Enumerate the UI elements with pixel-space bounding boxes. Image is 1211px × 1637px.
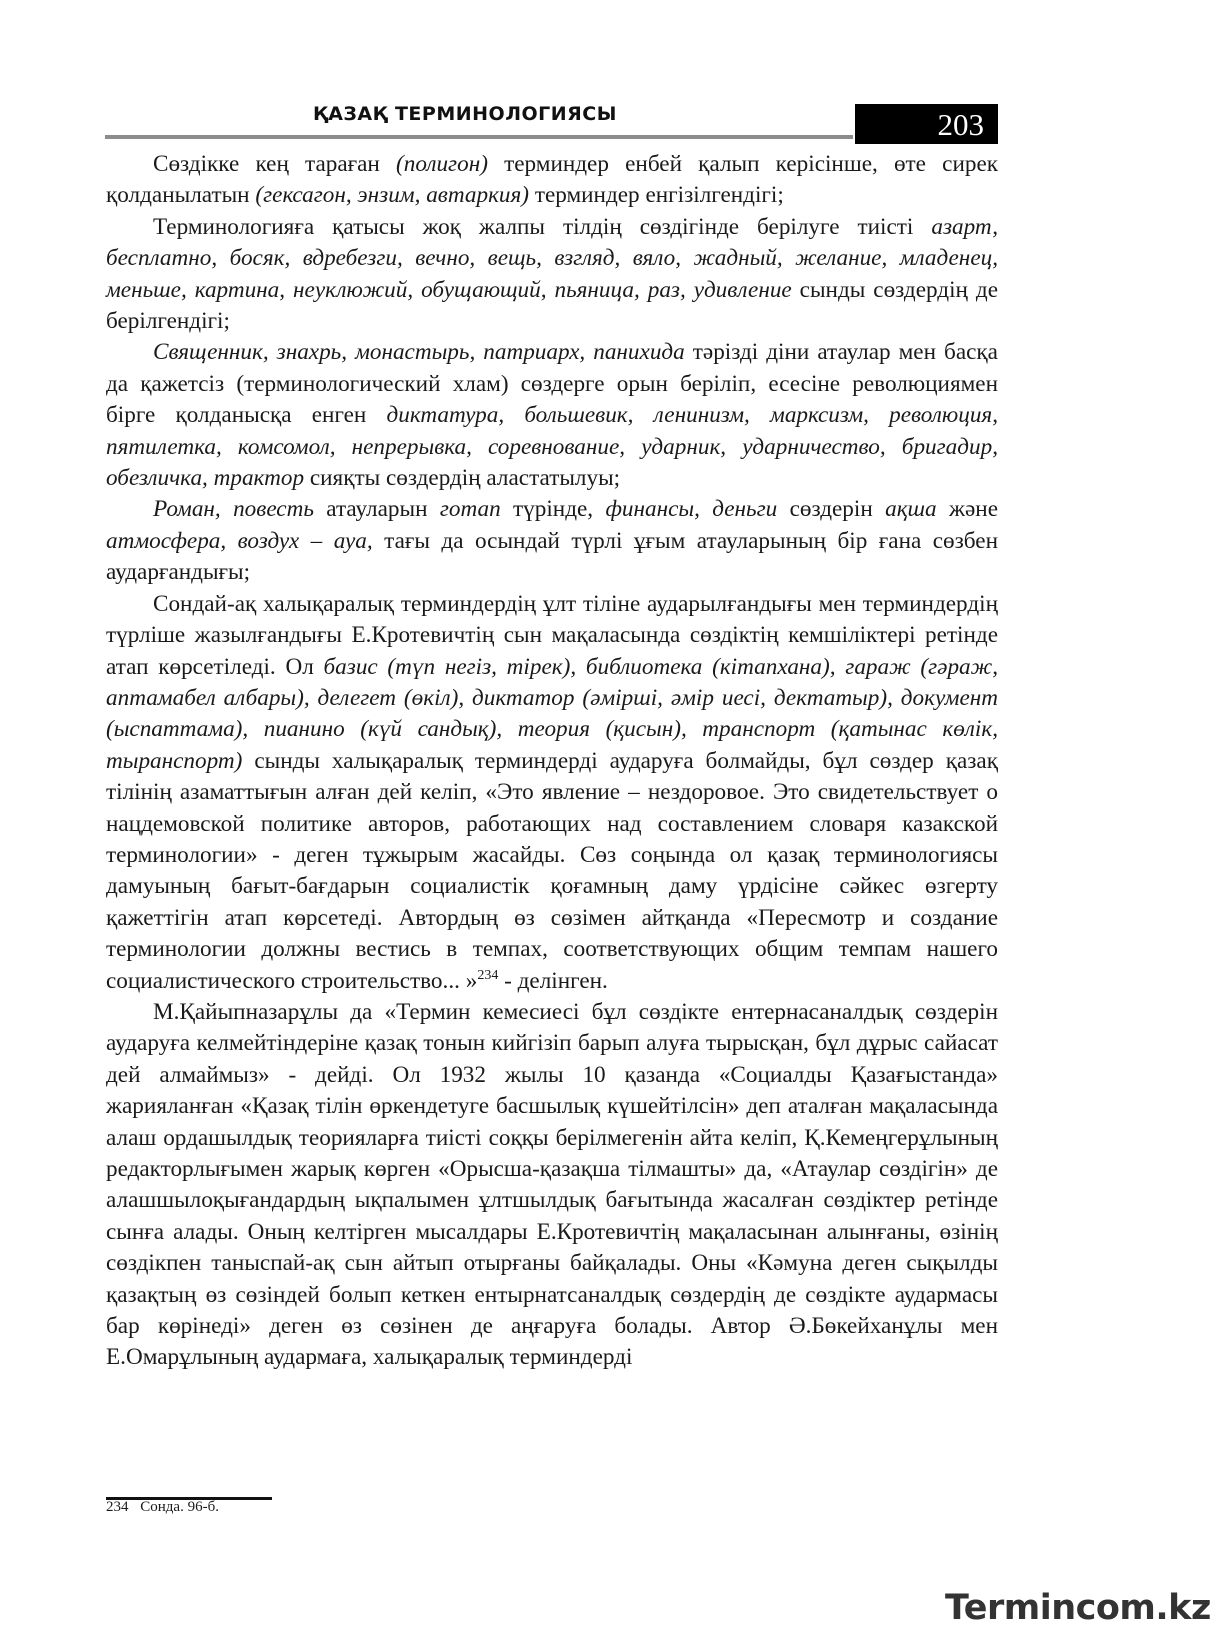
italic-term: азарт, бесплатно, босяк, вдребезги, вечно, вещь, взгляд, вяло, жадный, желание, младенец, меньше, картина, неуклюжий, обущающий, пьяница, раз, удивление xyxy=(106,213,998,303)
footnote-text: Сонда. 96-б. xyxy=(140,1499,219,1515)
italic-term: (полигон) xyxy=(396,151,488,177)
text-run: Терминологияға қатысы жоқ жалпы тілдің сөздігінде берілуге тиісті xyxy=(153,213,932,240)
text-run: және xyxy=(936,496,999,523)
italic-term: Роман, повесть xyxy=(153,496,314,523)
italic-term: атмосфера, воздух – ауа, xyxy=(106,527,373,554)
text-run: тағы да осындай түрлі ұғым атауларының бір ғана сөзбен аударғандығы; xyxy=(106,527,998,586)
text-run: түрінде, xyxy=(500,496,606,523)
text-run: сынды халықаралық терминдерді аударуға болмайды, бұл сөздер қазақ тілінің азаматтығын алған дей келіп, «Это явление – нездоровое. Это свидетельствует о нацдемовской политике авторов, работающих над составлением словаря казакской терминологии» - деген тұжырым жасайды. Сөз соңында ол қазақ терминологиясы дамуының бағыт-бағдарын социалистік қоғамның даму үрдісіне сәйкес өзгерту қажеттігін атап көрсетеді. Автордың өз сөзімен айтқанда «Пересмотр и создание терминологии должны вестись в темпах, соответствующих общим темпам нашего социалистического строительство... » xyxy=(106,747,998,994)
text-run: сынды сөздердің де берілгендігі; xyxy=(106,276,998,335)
italic-term: (гексагон, энзим, автаркия) xyxy=(255,182,530,209)
text-run: Сөздікке кең тараған xyxy=(153,151,397,177)
text-run: атауларын xyxy=(313,496,440,523)
italic-term: ақша xyxy=(885,496,937,523)
paragraph xyxy=(106,494,998,588)
text-run: сияқты сөздердің аластатылуы; xyxy=(304,465,621,492)
paragraph xyxy=(106,997,998,1374)
italic-term: готап xyxy=(439,496,501,523)
watermark-logo xyxy=(945,1588,1211,1628)
text-run: сөздерін xyxy=(777,496,886,523)
body-text xyxy=(106,149,998,1374)
text-run: терминдер енбей қалып керісінше, өте сирек қолданылатын xyxy=(106,151,999,209)
running-title: ҚАЗАҚ ТЕРМИНОЛОГИЯСЫ xyxy=(313,103,617,125)
header-rule xyxy=(105,135,853,139)
paragraph xyxy=(106,149,998,212)
page-number: 203 xyxy=(855,104,998,144)
text-run: М.Қайыпназарұлы да «Термин кемесиесі бұл сөздікте ентернасаналдық сөздерін аударуға келмейтіндеріне қазақ тонын кийгізіп барып алуға тырысқан, бұл дұрыс сайасат дей алмаймыз» - дейді. Ол 1932 жылы 10 қазанда «Социалды Қазағыстанда» жарияланған «Қазақ тілін өркендетуге басшылық күшейтілсін» деп аталған мақаласында алаш ордашылдық теорияларға тиісті соққы берілмегенін айта келіп, Қ.Кемеңгерұлының редакторлығымен жарық көрген «Орысша-қазақша тілмашты» да, «Атаулар сөздігін» де алашшылоқығандардың ықпалымен ұлтшылдық бағытында жасалған сөздіктер ретінде сынға алады. Оның келтірген мысалдары Е.Кротевичтің мақаласынан алынғаны, өзінің сөздікпен таныспай-ақ сын айтып отырғаны байқалады. Оны «Кәмуна деген сықылды қазақтың өз сөзіндей болып кеткен ентырнатсаналдық сөздердің де сөздікте аудармасы бар көрінеді» деген өз сөзінен де аңғаруға болады. Автор Ә.Бөкейханұлы мен Е.Омарұлының аудармаға, халықаралық терминдерді xyxy=(106,998,998,1371)
footnote-ref: 234 xyxy=(477,967,499,983)
italic-term: базис (түп негіз, тірек), библиотека (кітапхана), гараж (гәраж, аптамабел албары), делегет (өкіл), диктатор (әмірші, әмір иесі, дектатыр), документ (ыспаттама), пианино (күй сандық), теория (қисын), транспорт (қатынас көлік, тыранспорт) xyxy=(106,653,999,774)
watermark-wordmark: Termincom.kz xyxy=(945,1588,1211,1628)
paragraph xyxy=(106,212,998,338)
text-run: тәрізді діни атаулар мен басқа да қажетсіз (терминологический хлам) сөздерге орын беріліп, есесіне революциямен бірге қолданысқа енген xyxy=(106,339,998,429)
paragraph xyxy=(106,589,998,997)
footnote xyxy=(106,1499,219,1516)
footnote-number: 234 xyxy=(106,1499,129,1515)
text-run: - делінген. xyxy=(498,967,608,994)
paragraph xyxy=(106,337,998,494)
text-run: терминдер енгізілгендігі; xyxy=(529,182,784,209)
italic-term: финансы, деньги xyxy=(605,496,778,523)
italic-term: Священник, знахрь, монастырь, патриарх, панихида xyxy=(153,339,685,366)
text-run: Сондай-ақ халықаралық терминдердің ұлт тіліне аударылғандығы мен терминдердің түрліше жазылғандығы Е.Кротевичтің сын мақаласында сөздіктің кемшіліктері ретінде атап көрсетіледі. Ол xyxy=(106,590,998,680)
italic-term: диктатура, большевик, ленинизм, марксизм, революция, пятилетка, комсомол, непрерывка, соревнование, ударник, ударничество, бригадир, обезличка, трактор xyxy=(106,402,998,492)
